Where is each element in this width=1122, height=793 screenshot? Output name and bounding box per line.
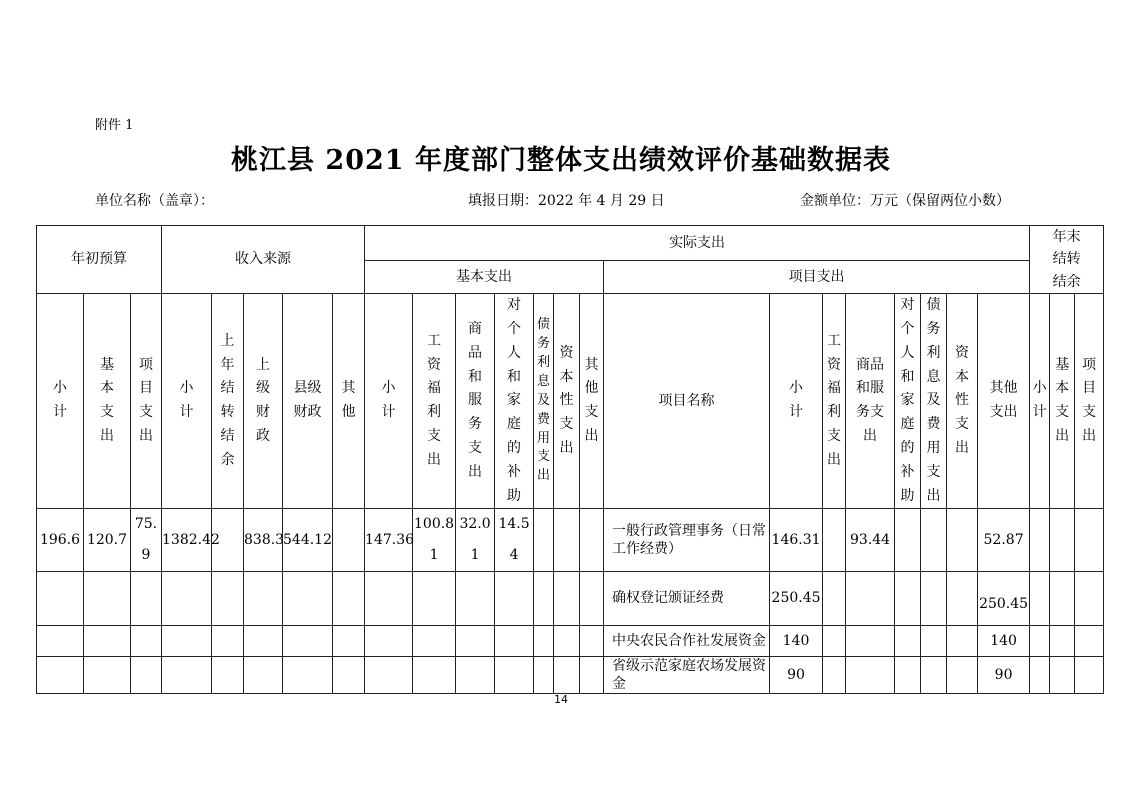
cell-end-basic xyxy=(1050,625,1075,656)
col-income-other xyxy=(333,294,365,509)
col-basic-subtotal xyxy=(365,294,413,509)
col-label: 其他 xyxy=(341,380,356,421)
col-end-subtotal xyxy=(1030,294,1050,509)
cell-income-county-finance xyxy=(283,625,333,656)
cell-project-name: 中央农民合作社发展资金 xyxy=(604,625,770,656)
col-budget-basic xyxy=(84,294,131,509)
cell-project-wages xyxy=(823,656,846,693)
cell-end-project xyxy=(1075,625,1104,656)
cell-project-other: 140 xyxy=(978,625,1030,656)
cell-basic-goods xyxy=(456,656,495,693)
col-label: 上年结转结余 xyxy=(220,332,235,468)
cell-income-subtotal: 1382.42 xyxy=(162,509,212,572)
cell-budget-subtotal xyxy=(37,571,84,625)
table-row xyxy=(37,656,1104,693)
cell-project-subtotal: 250.45 xyxy=(770,571,823,625)
col-label: 基本支出 xyxy=(1055,356,1070,445)
cell-budget-subtotal: 196.6 xyxy=(37,509,84,572)
cell-budget-project xyxy=(131,656,162,693)
cell-project-subsidy xyxy=(895,571,921,625)
cell-income-prev-balance xyxy=(212,571,244,625)
cell-basic-other xyxy=(580,509,604,572)
cell-budget-project: 75.9 xyxy=(131,509,162,572)
cell-project-wages xyxy=(823,571,846,625)
cell-basic-goods: 32.01 xyxy=(456,509,495,572)
col-label: 小计 xyxy=(53,380,67,421)
cell-income-upper-finance: 838.3 xyxy=(244,509,283,572)
col-label: 资本性支出 xyxy=(559,344,574,456)
cell-basic-other xyxy=(580,656,604,693)
col-basic-other xyxy=(580,294,604,509)
cell-project-debt xyxy=(921,509,947,572)
col-end-basic xyxy=(1050,294,1075,509)
col-label: 项目支出 xyxy=(1082,356,1097,445)
col-basic-goods xyxy=(456,294,495,509)
col-budget-subtotal xyxy=(37,294,84,509)
cell-income-other xyxy=(333,509,365,572)
col-project-goods xyxy=(846,294,895,509)
cell-project-subsidy xyxy=(895,625,921,656)
cell-basic-capital xyxy=(554,509,580,572)
cell-income-county-finance xyxy=(283,571,333,625)
group-basic-expenditure: 基本支出 xyxy=(365,260,604,294)
cell-end-project xyxy=(1075,509,1104,572)
cell-income-county-finance: 544.12 xyxy=(283,509,333,572)
cell-income-other xyxy=(333,656,365,693)
data-table xyxy=(36,225,1104,694)
cell-project-subtotal: 140 xyxy=(770,625,823,656)
cell-basic-wages xyxy=(413,656,456,693)
cell-budget-basic xyxy=(84,571,131,625)
cell-project-subsidy xyxy=(895,509,921,572)
cell-basic-wages xyxy=(413,625,456,656)
col-label: 对个人和家庭的补助 xyxy=(507,297,522,504)
cell-project-subsidy xyxy=(895,656,921,693)
money-unit-label: 金额单位：万元（保留两位小数） xyxy=(800,193,1010,209)
col-project-wages xyxy=(823,294,846,509)
group-income-source: 收入来源 xyxy=(162,226,365,294)
cell-basic-subsidy xyxy=(495,571,534,625)
cell-budget-basic xyxy=(84,656,131,693)
cell-basic-subsidy xyxy=(495,625,534,656)
cell-income-upper-finance xyxy=(244,625,283,656)
cell-income-subtotal xyxy=(162,656,212,693)
col-label: 县级财政 xyxy=(293,380,322,421)
cell-basic-debt xyxy=(534,625,554,656)
cell-basic-subsidy: 14.54 xyxy=(495,509,534,572)
col-income-upper-finance xyxy=(244,294,283,509)
cell-basic-subtotal xyxy=(365,625,413,656)
group-initial-budget: 年初预算 xyxy=(37,226,162,294)
col-label: 小计 xyxy=(789,380,804,421)
col-label: 上级财政 xyxy=(256,356,270,445)
cell-basic-subtotal xyxy=(365,656,413,693)
col-budget-project xyxy=(131,294,162,509)
col-basic-debt xyxy=(534,294,554,509)
group-actual-expenditure: 实际支出 xyxy=(365,226,1030,261)
group-project-expenditure: 项目支出 xyxy=(604,260,1030,294)
col-end-project xyxy=(1075,294,1104,509)
cell-project-capital xyxy=(947,656,978,693)
col-project-debt xyxy=(921,294,947,509)
cell-basic-capital xyxy=(554,656,580,693)
col-project-subsidy xyxy=(895,294,921,509)
cell-basic-goods xyxy=(456,571,495,625)
cell-budget-basic xyxy=(84,625,131,656)
col-basic-capital xyxy=(554,294,580,509)
cell-basic-other xyxy=(580,625,604,656)
cell-basic-subtotal xyxy=(365,571,413,625)
col-label: 商品和服务支出 xyxy=(856,356,885,445)
unit-name-label: 单位名称（盖章）： xyxy=(95,193,214,209)
col-income-county-finance xyxy=(283,294,333,509)
cell-income-prev-balance xyxy=(212,625,244,656)
col-basic-wages xyxy=(413,294,456,509)
cell-basic-other xyxy=(580,571,604,625)
cell-project-capital xyxy=(947,509,978,572)
cell-end-project xyxy=(1075,571,1104,625)
cell-budget-subtotal xyxy=(37,656,84,693)
col-label: 项目支出 xyxy=(139,356,153,445)
col-label: 其他支出 xyxy=(584,356,599,445)
cell-income-prev-balance xyxy=(212,656,244,693)
cell-basic-wages: 100.81 xyxy=(413,509,456,572)
col-project-name: 项目名称 xyxy=(604,294,770,509)
page-number: 14 xyxy=(554,693,568,706)
cell-project-name: 一般行政管理事务（日常工作经费） xyxy=(604,509,770,572)
cell-end-project xyxy=(1075,656,1104,693)
cell-budget-project xyxy=(131,571,162,625)
cell-project-other: 52.87 xyxy=(978,509,1030,572)
col-label: 小计 xyxy=(179,380,194,421)
col-project-subtotal xyxy=(770,294,823,509)
cell-budget-basic: 120.7 xyxy=(84,509,131,572)
cell-project-name: 省级示范家庭农场发展资金 xyxy=(604,656,770,693)
cell-basic-subsidy xyxy=(495,656,534,693)
cell-end-basic xyxy=(1050,571,1075,625)
cell-project-wages xyxy=(823,509,846,572)
cell-project-goods xyxy=(846,656,895,693)
cell-project-goods xyxy=(846,571,895,625)
year-end-balance-label: 年末结转结余 xyxy=(1052,229,1081,290)
col-label: 基本支出 xyxy=(100,356,114,445)
cell-end-basic xyxy=(1050,509,1075,572)
col-label: 小计 xyxy=(1032,380,1047,421)
col-label: 商品和服务支出 xyxy=(468,320,483,480)
cell-income-subtotal xyxy=(162,571,212,625)
col-label: 小计 xyxy=(381,380,396,421)
cell-project-capital xyxy=(947,571,978,625)
cell-budget-subtotal xyxy=(37,625,84,656)
cell-project-debt xyxy=(921,571,947,625)
cell-basic-goods xyxy=(456,625,495,656)
cell-basic-debt xyxy=(534,509,554,572)
cell-project-goods: 93.44 xyxy=(846,509,895,572)
cell-project-debt xyxy=(921,656,947,693)
cell-end-subtotal xyxy=(1030,509,1050,572)
cell-basic-subtotal: 147.36 xyxy=(365,509,413,572)
col-label: 工资福利支出 xyxy=(427,332,442,468)
cell-basic-wages xyxy=(413,571,456,625)
col-label: 债务利息及费用支出 xyxy=(926,297,941,504)
cell-budget-project xyxy=(131,625,162,656)
page-title: 桃江县 2021 年度部门整体支出绩效评价基础数据表 xyxy=(231,145,891,176)
cell-project-debt xyxy=(921,625,947,656)
col-income-subtotal xyxy=(162,294,212,509)
cell-income-upper-finance xyxy=(244,571,283,625)
cell-income-subtotal xyxy=(162,625,212,656)
cell-end-subtotal xyxy=(1030,656,1050,693)
cell-project-name: 确权登记颁证经费 xyxy=(604,571,770,625)
cell-income-county-finance xyxy=(283,656,333,693)
cell-basic-debt xyxy=(534,571,554,625)
cell-project-wages xyxy=(823,625,846,656)
table-row xyxy=(37,625,1104,656)
attachment-label: 附件 1 xyxy=(95,118,134,133)
col-label: 其他支出 xyxy=(989,380,1018,421)
cell-project-subtotal: 146.31 xyxy=(770,509,823,572)
cell-project-other: 250.45 xyxy=(978,571,1030,625)
cell-basic-capital xyxy=(554,625,580,656)
col-label: 工资福利支出 xyxy=(827,332,842,468)
cell-income-other xyxy=(333,625,365,656)
cell-end-subtotal xyxy=(1030,571,1050,625)
cell-project-capital xyxy=(947,625,978,656)
cell-project-subtotal: 90 xyxy=(770,656,823,693)
fill-date-label: 填报日期：2022 年 4 月 29 日 xyxy=(468,193,665,209)
cell-basic-capital xyxy=(554,571,580,625)
cell-project-goods xyxy=(846,625,895,656)
cell-income-upper-finance xyxy=(244,656,283,693)
col-label: 对个人和家庭的补助 xyxy=(900,297,915,504)
col-label: 债务利息及费用支出 xyxy=(537,317,551,484)
col-basic-subsidy xyxy=(495,294,534,509)
cell-end-basic xyxy=(1050,656,1075,693)
cell-income-other xyxy=(333,571,365,625)
group-year-end-balance xyxy=(1030,226,1104,294)
cell-project-other: 90 xyxy=(978,656,1030,693)
col-project-capital xyxy=(947,294,978,509)
table-row xyxy=(37,571,1104,625)
col-project-other xyxy=(978,294,1030,509)
table-row xyxy=(37,509,1104,572)
cell-basic-debt xyxy=(534,656,554,693)
col-label: 资本性支出 xyxy=(955,344,970,456)
cell-end-subtotal xyxy=(1030,625,1050,656)
col-income-prev-balance xyxy=(212,294,244,509)
